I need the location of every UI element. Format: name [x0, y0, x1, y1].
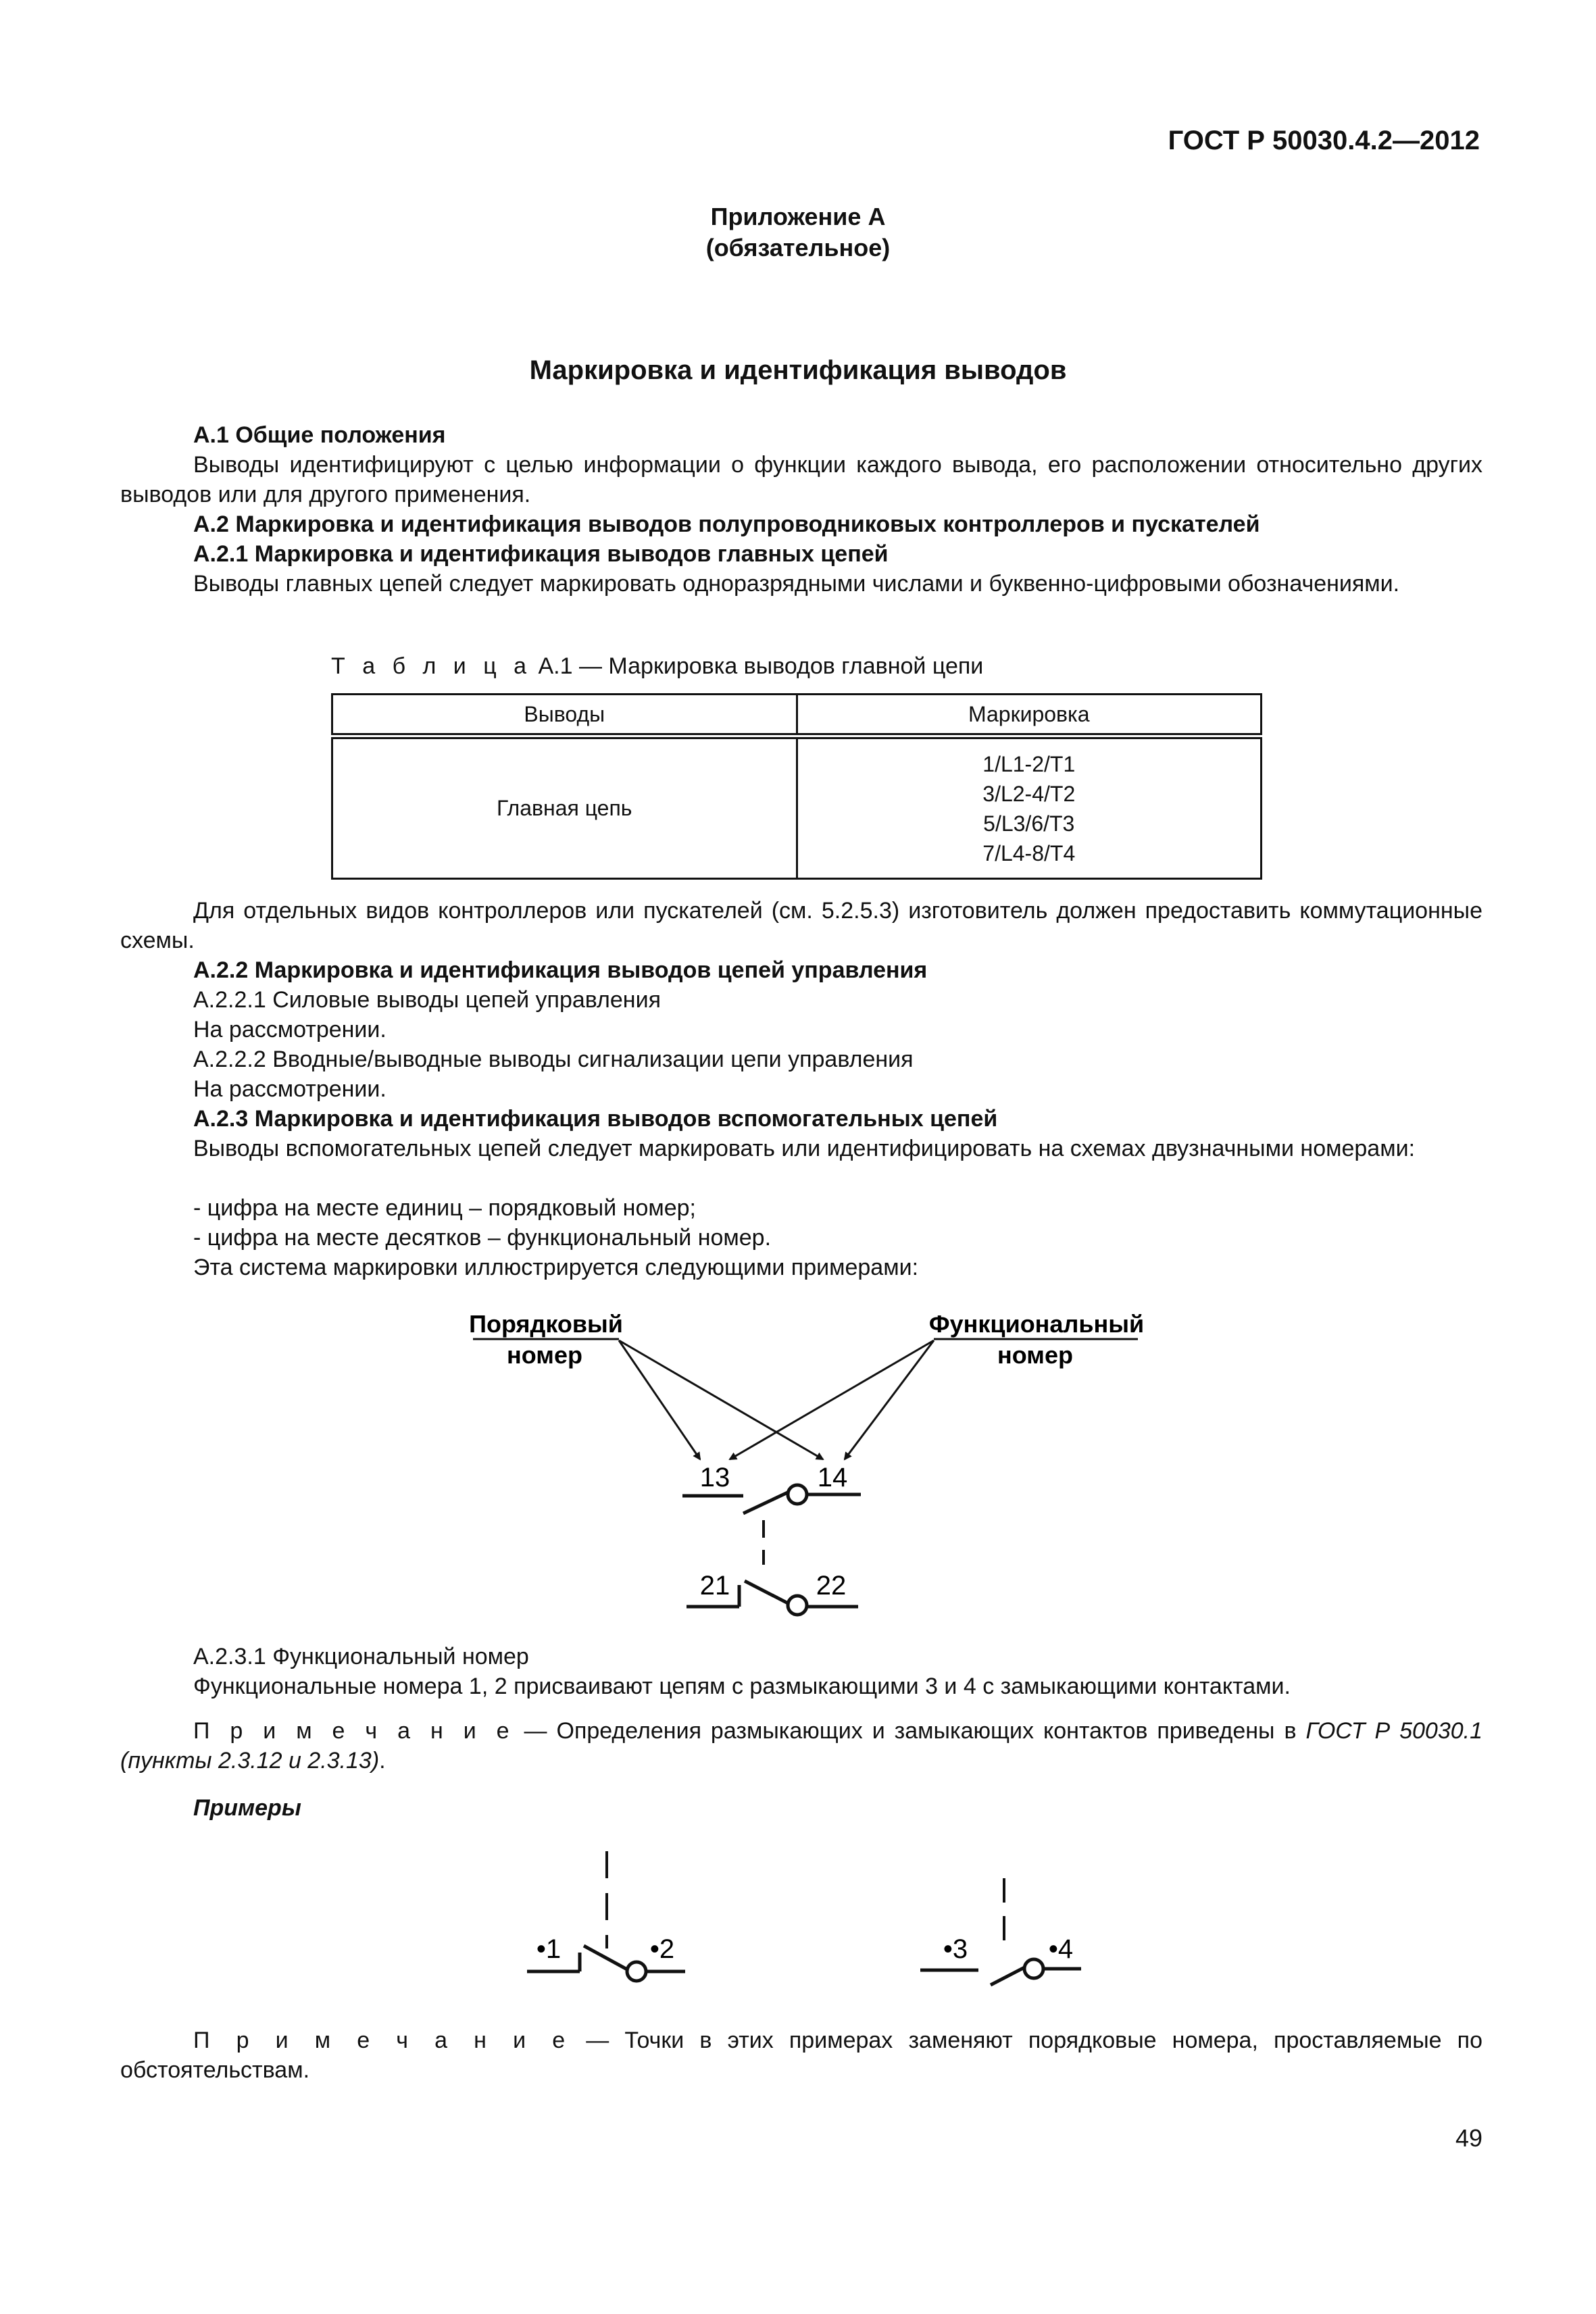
paragraph-a21: Выводы главных цепей следует маркировать одноразрядными числами и буквенно-цифровыми обозначениями.	[193, 571, 1400, 597]
label-serial-number-1: Порядковый	[469, 1310, 623, 1338]
marking-3: 5/L3/6/T3	[983, 811, 1075, 836]
label-functional-number-2: номер	[997, 1341, 1073, 1369]
paragraph-a1: Выводы идентифицируют с целью информации о функции каждого вывода, его расположении относительно других выводов или для другого применения.	[120, 452, 1482, 507]
paragraph-examples-intro: Эта система маркировки иллюстрируется следующими примерами:	[193, 1255, 919, 1280]
note2-label: П р и м е ч а н и е	[193, 2028, 571, 2053]
note-reference: ГОСТ Р 50030.1 (пункты 2.3.12 и 2.3.13)	[120, 1718, 1482, 1774]
terminal-14: 14	[817, 1463, 848, 1492]
example-terminal-2: •2	[649, 1934, 675, 1964]
heading-a1: А.1 Общие положения	[193, 422, 446, 448]
terminal-13: 13	[699, 1463, 730, 1492]
note2-text: — Точки в этих примерах заменяют порядковые номера, проставляемые по обстоятельствам.	[120, 2028, 1482, 2083]
table-cell-main-circuit: Главная цепь	[332, 736, 797, 879]
heading-a23: А.2.3 Маркировка и идентификация выводов вспомогательных цепей	[193, 1106, 998, 1132]
marking-2: 3/L2-4/T2	[982, 781, 1076, 806]
label-serial-number-2: номер	[507, 1341, 582, 1369]
bullet-tens: - цифра на месте десятков – функциональный номер.	[193, 1225, 772, 1251]
table-caption-label: Т а б л и ц а	[331, 653, 532, 679]
table-header-marking: Маркировка	[797, 695, 1262, 736]
paragraph-a23: Выводы вспомогательных цепей следует маркировать или идентифицировать на схемах двузначными номерами:	[193, 1136, 1416, 1161]
marking-4: 7/L4-8/T4	[982, 840, 1076, 865]
arrow-functional-to-13	[730, 1340, 934, 1459]
heading-a21: А.2.1 Маркировка и идентификация выводов главных цепей	[193, 541, 889, 567]
note-end: .	[379, 1748, 386, 1774]
terminal-21: 21	[699, 1571, 730, 1601]
arrow-serial-to-14	[619, 1340, 823, 1459]
example-terminal-1: •1	[536, 1934, 562, 1964]
document-code: ГОСТ Р 50030.4.2—2012	[1168, 126, 1480, 155]
note-contact-definitions	[120, 1716, 1482, 1776]
paragraph-a221-status: На рассмотрении.	[193, 1017, 386, 1042]
label-functional-number-1: Функциональный	[928, 1310, 1145, 1338]
bullet-units: - цифра на месте единиц – порядковый номер;	[193, 1195, 696, 1221]
note-label: П р и м е ч а н и е	[193, 1718, 515, 1744]
example-terminal-4: •4	[1048, 1934, 1074, 1964]
example-terminal-3: •3	[943, 1934, 968, 1964]
heading-a2: А.2 Маркировка и идентификация выводов полупроводниковых контроллеров и пускателей	[193, 511, 1260, 537]
heading-a22: А.2.2 Маркировка и идентификация выводов цепей управления	[193, 957, 928, 983]
paragraph-after-table: Для отдельных видов контроллеров или пускателей (см. 5.2.5.3) изготовитель должен предоставить коммутационные схемы.	[120, 898, 1482, 953]
table-caption-text: А.1 — Маркировка выводов главной цепи	[538, 653, 984, 679]
examples-heading: Примеры	[193, 1795, 301, 1821]
note-text: — Определения размыкающих и замыкающих контактов приведены в	[514, 1718, 1306, 1744]
terminal-22: 22	[816, 1571, 847, 1601]
section-title: Маркировка и идентификация выводов	[529, 355, 1067, 385]
note-dots-explanation	[120, 2026, 1482, 2085]
appendix-status: (обязательное)	[705, 234, 891, 261]
heading-a231: А.2.3.1 Функциональный номер	[193, 1644, 529, 1669]
paragraph-a231: Функциональные номера 1, 2 присваивают цепям с размыкающими 3 и 4 с замыкающими контактами.	[193, 1674, 1291, 1699]
paragraph-a221: А.2.2.1 Силовые выводы цепей управления	[193, 987, 661, 1013]
marking-1: 1/L1-2/T1	[982, 751, 1076, 776]
paragraph-a222-status: На рассмотрении.	[193, 1076, 386, 1102]
page-number: 49	[1455, 2124, 1482, 2152]
arrow-functional-to-14	[845, 1340, 934, 1459]
table-header-terminals: Выводы	[332, 695, 797, 736]
arrow-serial-to-13	[619, 1340, 700, 1459]
paragraph-a222: А.2.2.2 Вводные/выводные выводы сигнализации цепи управления	[193, 1047, 914, 1072]
appendix-title: Приложение А	[710, 203, 886, 230]
